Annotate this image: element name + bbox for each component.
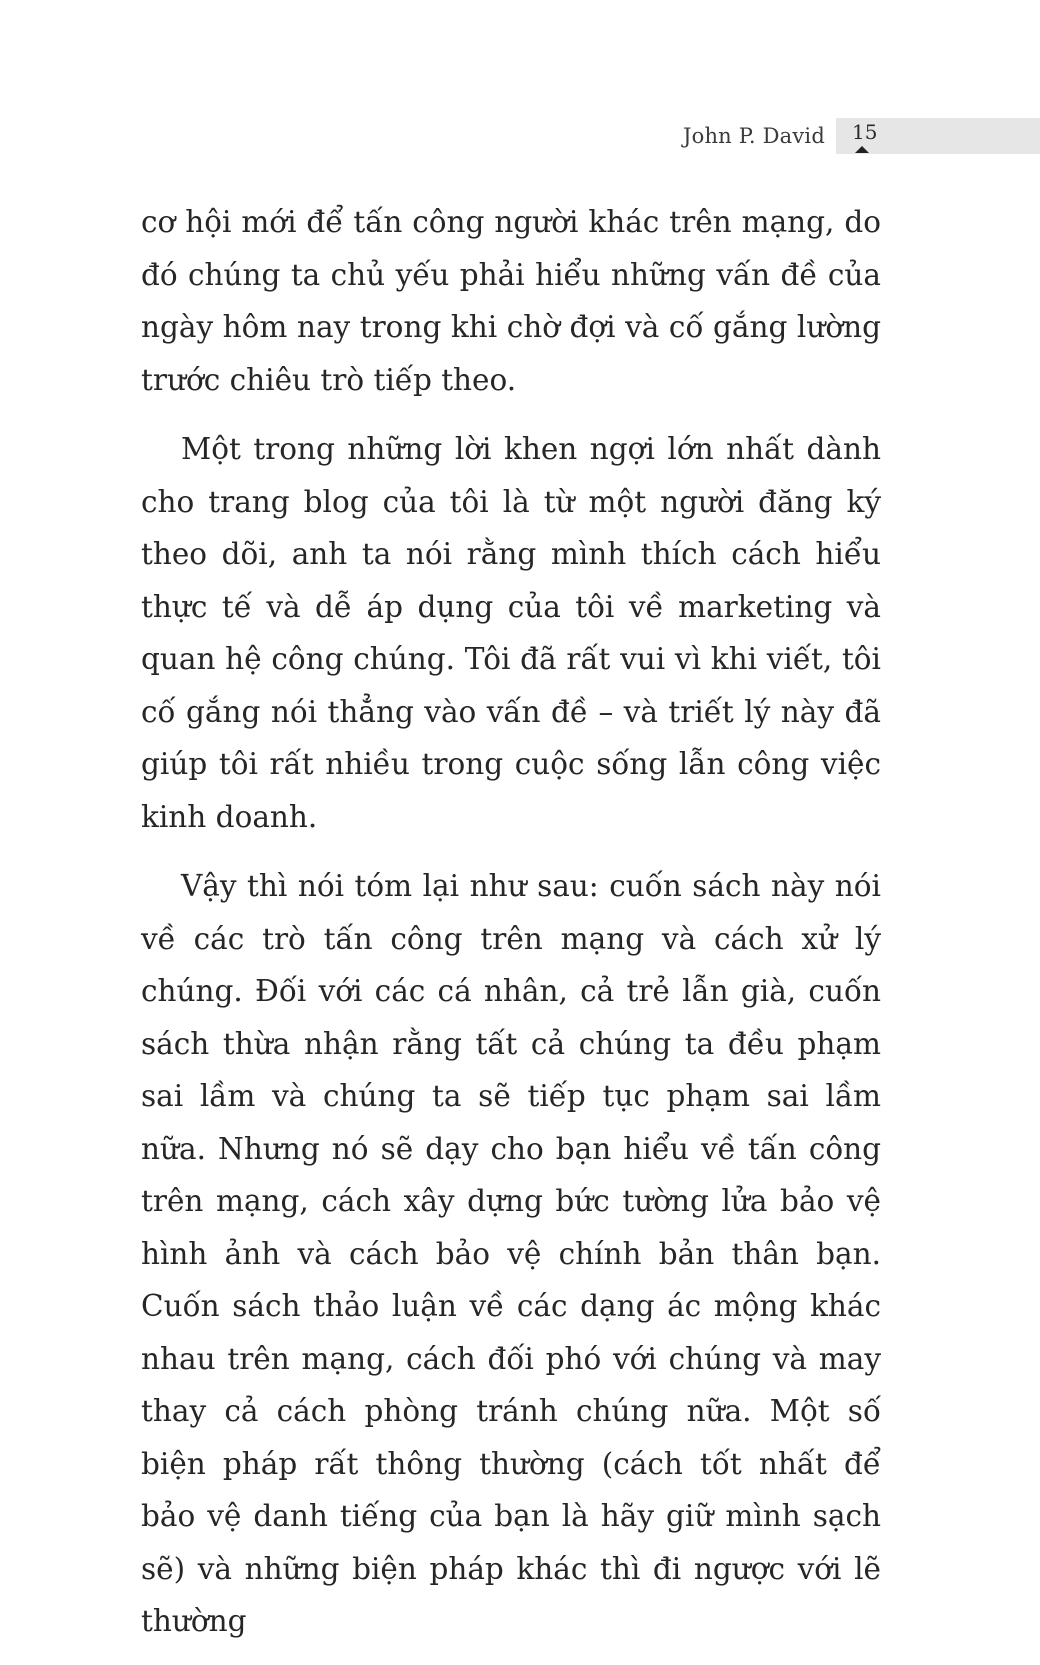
paragraph: Một trong những lời khen ngợi lớn nhất dành cho trang blog của tôi là từ một người đăng ký theo dõi, anh ta nói rằng mình thích cách hiểu thực tế và dễ áp dụng của tôi về marketing và quan hệ công chúng. Tôi đã rất vui vì khi viết, tôi cố gắng nói thẳng vào vấn đề – và triết lý này đã giúp tôi rất nhiều trong cuộc sống lẫn công việc kinh doanh.: [141, 432, 881, 834]
page-body: [141, 196, 881, 1665]
running-header: [0, 118, 1040, 154]
running-header-author: John P. David: [683, 124, 825, 148]
paragraph: Vậy thì nói tóm lại như sau: cuốn sách này nói về các trò tấn công trên mạng và cách xử lý chúng. Đối với các cá nhân, cả trẻ lẫn già, cuốn sách thừa nhận rằng tất cả chúng ta đều phạm sai lầm và chúng ta sẽ tiếp tục phạm sai lầm nữa. Nhưng nó sẽ dạy cho bạn hiểu về tấn công trên mạng, cách xây dựng bức tường lửa bảo vệ hình ảnh và cách bảo vệ chính bản thân bạn. Cuốn sách thảo luận về các dạng ác mộng khác nhau trên mạng, cách đối phó với chúng và may thay cả cách phòng tránh chúng nữa. Một số biện pháp rất thông thường (cách tốt nhất để bảo vệ danh tiếng của bạn là hãy giữ mình sạch sẽ) và những biện pháp khác thì đi ngược với lẽ thường: [141, 869, 881, 1638]
paragraph-continued: cơ hội mới để tấn công người khác trên mạng, do đó chúng ta chủ yếu phải hiểu những vấn đề của ngày hôm nay trong khi chờ đợi và cố gắng lường trước chiêu trò tiếp theo.: [141, 205, 881, 397]
page-number: 15: [852, 120, 878, 144]
page-marker-triangle-icon: [855, 146, 869, 153]
